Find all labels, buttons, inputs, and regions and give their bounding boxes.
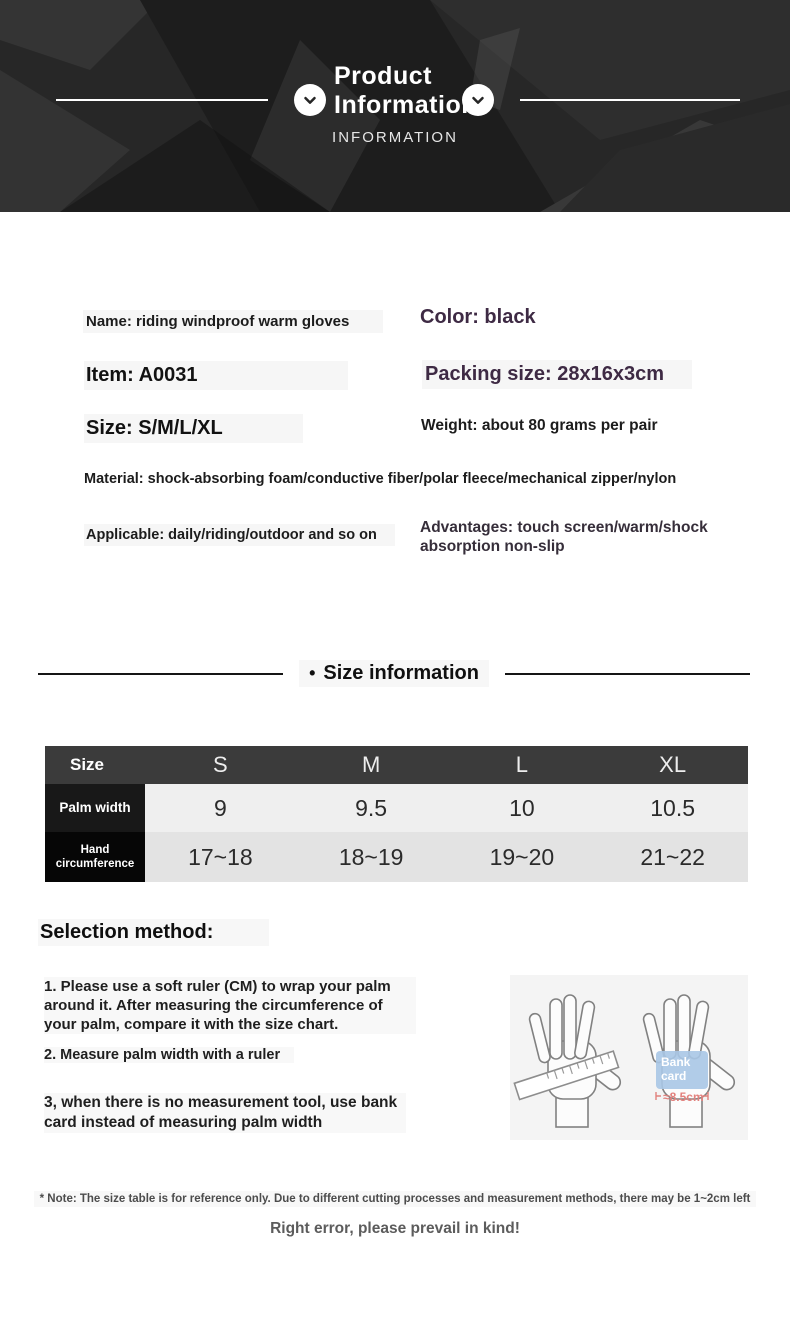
table-cell: 21~22 (597, 832, 748, 882)
product-sizes: Size: S/M/L/XL (84, 414, 303, 443)
measurement-label: ≈8.5cm (663, 1090, 704, 1104)
packing-size: Packing size: 28x16x3cm (422, 360, 692, 389)
bank-card-label-line2: card (661, 1069, 687, 1083)
page-title-line1: Product (334, 62, 432, 90)
footer-note (0, 1193, 790, 1205)
heading-rule-right (505, 673, 750, 675)
hands-drawing (510, 975, 748, 1140)
product-material: Material: shock-absorbing foam/conductive fiber/polar fleece/mechanical zipper/nylon (84, 471, 677, 487)
size-information-title (299, 660, 489, 687)
size-table-header-size: Size (45, 746, 145, 784)
product-item-code: Item: A0031 (84, 361, 348, 390)
footer-note-2: Right error, please prevail in kind! (270, 1220, 520, 1237)
product-applicable: Applicable: daily/riding/outdoor and so on (84, 524, 395, 546)
heading-rule-left (38, 673, 283, 675)
table-cell: 10.5 (597, 784, 748, 832)
table-cell: 18~19 (296, 832, 447, 882)
table-cell: 19~20 (447, 832, 598, 882)
row-label-hand-circumference: Hand circumference (45, 832, 145, 882)
selection-method-title: Selection method: (38, 919, 269, 946)
bullet-icon: • (309, 663, 316, 683)
footer-note-text: * Note: The size table is for reference only. Due to different cutting processes and measurement methods, there may be 1~2cm left (34, 1191, 757, 1207)
decor-line-left (56, 99, 268, 101)
selection-step-2: 2. Measure palm width with a ruler (44, 1047, 294, 1063)
hand-measurement-illustration (510, 975, 748, 1140)
table-cell: 9 (145, 784, 296, 832)
size-information-heading (38, 660, 750, 687)
size-table-header-m: M (296, 746, 447, 784)
decor-line-right (520, 99, 740, 101)
left-hand-ruler-drawing (514, 995, 623, 1127)
page-title-line2: Information (334, 91, 477, 119)
selection-step-3: 3, when there is no measurement tool, use bank card instead of measuring palm width (44, 1093, 406, 1133)
product-name: Name: riding windproof warm gloves (83, 310, 383, 333)
bank-card-overlay (656, 1051, 708, 1104)
product-weight: Weight: about 80 grams per pair (421, 417, 658, 434)
page-subtitle: INFORMATION (332, 129, 458, 146)
size-table-header-l: L (447, 746, 598, 784)
chevron-down-icon (294, 84, 326, 116)
size-table-header-s: S (145, 746, 296, 784)
table-cell: 10 (447, 784, 598, 832)
product-advantages: Advantages: touch screen/warm/shock absorption non-slip (420, 519, 708, 555)
bank-card-label-line1: Bank (661, 1055, 691, 1069)
hero-banner (0, 0, 790, 212)
product-color: Color: black (420, 306, 536, 328)
row-label-palm-width: Palm width (45, 784, 145, 832)
table-cell: 17~18 (145, 832, 296, 882)
size-information-label: Size information (323, 662, 479, 684)
table-cell: 9.5 (296, 784, 447, 832)
size-table-header-xl: XL (597, 746, 748, 784)
selection-step-1: 1. Please use a soft ruler (CM) to wrap your palm around it. After measuring the circumference of your palm, compare it with the size chart. (44, 977, 416, 1034)
size-table (45, 746, 748, 882)
page-title (334, 62, 477, 120)
